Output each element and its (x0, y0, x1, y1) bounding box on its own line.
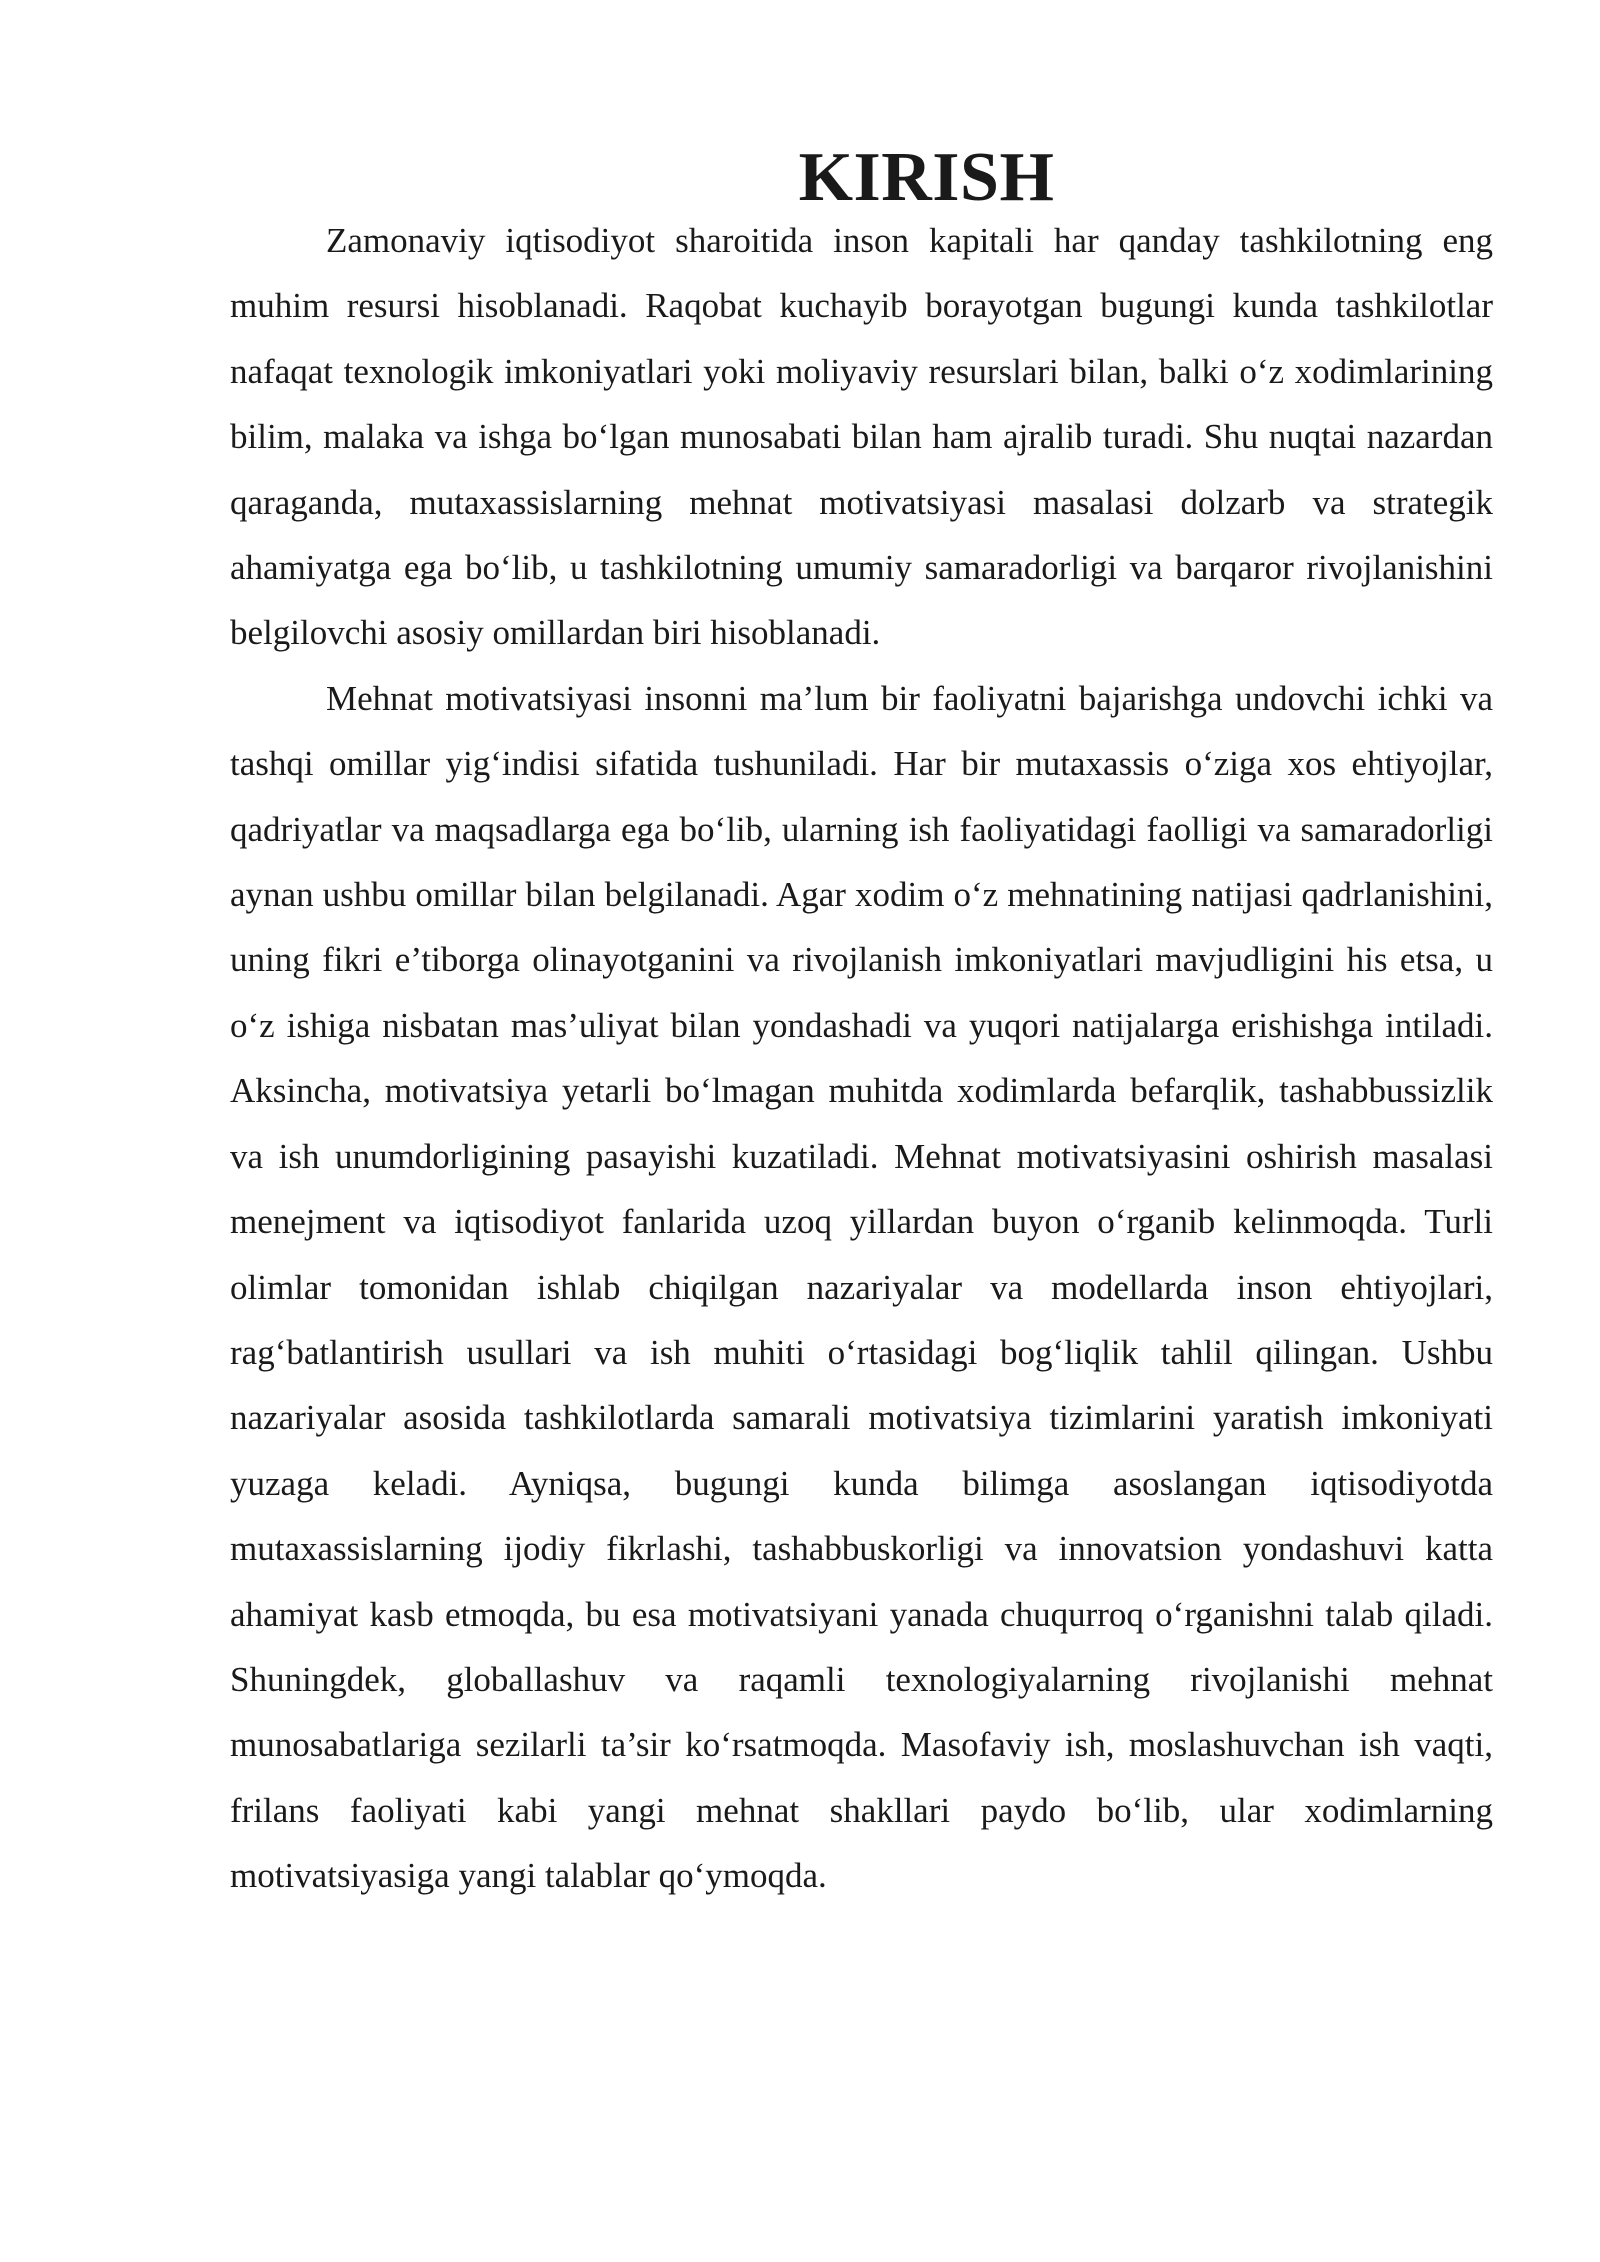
paragraph-intro: Zamonaviy iqtisodiyot sharoitida inson kapitali har qanday tashkilotning eng muhim resursi hisoblanadi. Raqobat kuchayib borayotgan bugungi kunda tashkilotlar nafaqat texnologik imkoniyatlari yoki moliyaviy resurslari bilan, balki o‘z xodimlarining bilim, malaka va ishga bo‘lgan munosabati bilan ham ajralib turadi. Shu nuqtai nazardan qaraganda, mutaxassislarning mehnat motivatsiyasi masalasi dolzarb va strategik ahamiyatga ega bo‘lib, u tashkilotning umumiy samaradorligi va barqaror rivojlanishini belgilovchi asosiy omillardan biri hisoblanadi. (230, 221, 1493, 653)
document-body (230, 139, 1493, 1909)
section-heading: KIRISH (798, 139, 1055, 216)
paragraph-motivation: Mehnat motivatsiyasi insonni ma’lum bir faoliyatni bajarishga undovchi ichki va tashqi omillar yig‘indisi sifatida tushuniladi. Har bir mutaxassis o‘ziga xos ehtiyojlar, qadriyatlar va maqsadlarga ega bo‘lib, ularning ish faoliyatidagi faolligi va samaradorligi aynan ushbu omillar bilan belgilanadi. Agar xodim o‘z mehnatining natijasi qadrlanishini, uning fikri e’tiborga olinayotganini va rivojlanish imkoniyatlari mavjudligini his etsa, u o‘z ishiga nisbatan mas’uliyat bilan yondashadi va yuqori natijalarga erishishga intiladi. Aksincha, motivatsiya yetarli bo‘lmagan muhitda xodimlarda befarqlik, tashabbussizlik va ish unumdorligining pasayishi kuzatiladi. Mehnat motivatsiyasini oshirish masalasi menejment va iqtisodiyot fanlarida uzoq yillardan buyon o‘rganib kelinmoqda. Turli olimlar tomonidan ishlab chiqilgan nazariyalar va modellarda inson ehtiyojlari, rag‘batlantirish usullari va ish muhiti o‘rtasidagi bog‘liqlik tahlil qilingan. Ushbu nazariyalar asosida tashkilotlarda samarali motivatsiya tizimlarini yaratish imkoniyati yuzaga keladi. Ayniqsa, bugungi kunda bilimga asoslangan iqtisodiyotda mutaxassislarning ijodiy fikrlashi, tashabbuskorligi va innovatsion yondashuvi katta ahamiyat kasb etmoqda, bu esa motivatsiyani yanada chuqurroq o‘rganishni talab qiladi. Shuningdek, globallashuv va raqamli texnologiyalarning rivojlanishi mehnat munosabatlariga sezilarli ta’sir ko‘rsatmoqda. Masofaviy ish, moslashuvchan ish vaqti, frilans faoliyati kabi yangi mehnat shakllari paydo bo‘lib, ular xodimlarning motivatsiyasiga yangi talablar qo‘ymoqda. (230, 678, 1493, 1896)
